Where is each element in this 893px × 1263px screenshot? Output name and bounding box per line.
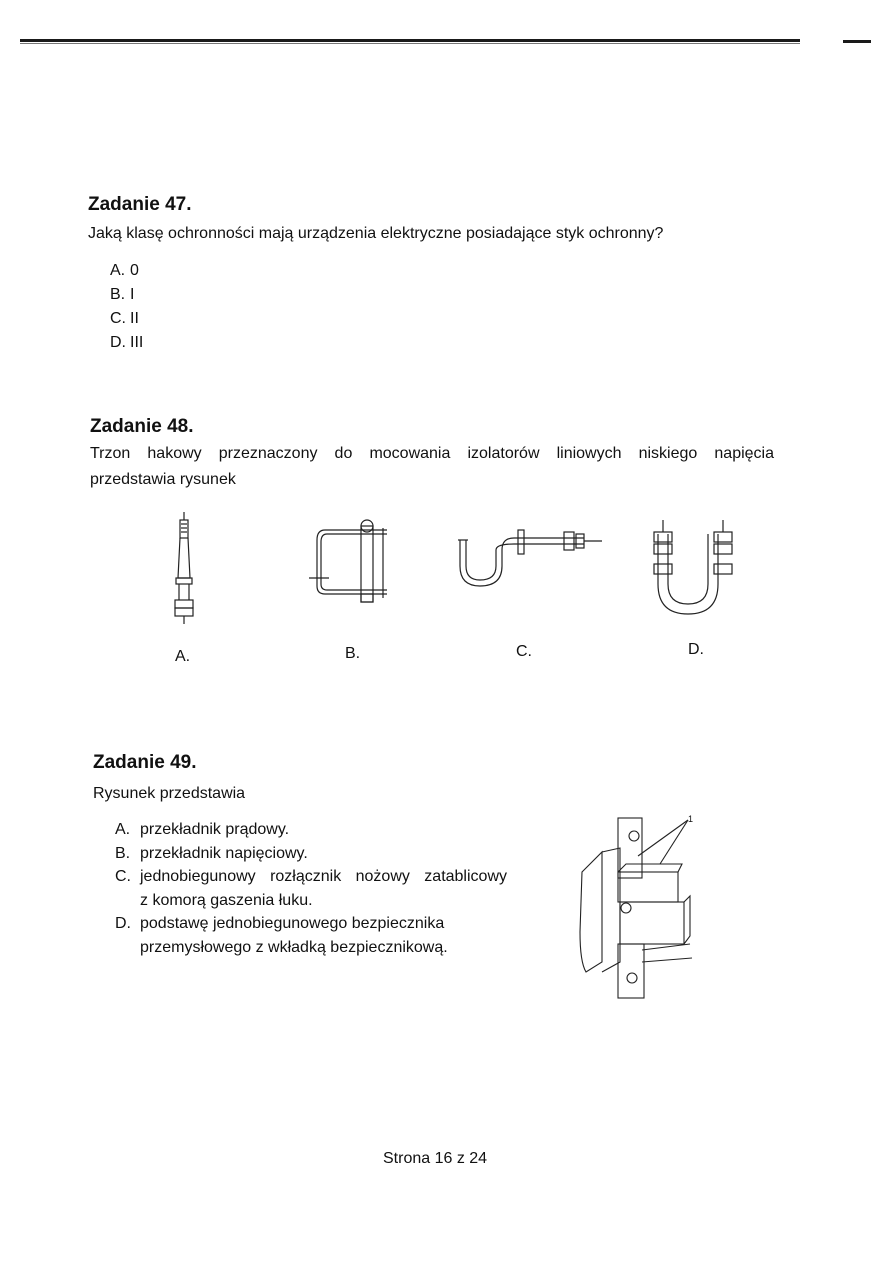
option-letter: D. [110, 334, 126, 351]
option-text: przekładnik prądowy. [140, 821, 290, 838]
option-letter: C. [115, 868, 131, 885]
header-mark [843, 40, 871, 43]
q47-option-a [110, 259, 143, 283]
option-text: przekładnik napięciowy. [140, 845, 308, 862]
q49-option-b [115, 842, 507, 866]
figure-label-c: C. [516, 643, 532, 660]
page-number: Strona 16 z 24 [383, 1150, 488, 1167]
q49-title: Zadanie 49. [93, 752, 197, 773]
q47-option-b [110, 283, 143, 307]
q47-option-d [110, 331, 143, 355]
option-text: III [130, 334, 144, 351]
figure-c-hook [452, 522, 612, 602]
q48-question-line2: przedstawia rysunek [90, 471, 236, 488]
option-text: 0 [130, 262, 139, 279]
q49-question: Rysunek przedstawia [93, 785, 246, 802]
figure-a-straight-pin [160, 512, 210, 632]
figure-label-b: B. [345, 645, 361, 662]
option-text-line2: przemysłowego z wkładką bezpiecznikową. [140, 939, 448, 956]
option-text: I [130, 286, 135, 303]
option-letter: B. [110, 286, 126, 303]
option-text-line1: podstawę jednobiegunowego bezpiecznika [140, 915, 445, 932]
q47-options [110, 259, 143, 355]
option-letter: A. [110, 262, 126, 279]
header-rule-thin [20, 43, 800, 44]
figure-label-d: D. [688, 641, 704, 658]
q47-question: Jaką klasę ochronności mają urządzenia elektryczne posiadające styk ochronny? [88, 225, 664, 242]
option-letter: A. [115, 821, 131, 838]
q49-option-c [115, 865, 507, 913]
option-letter: B. [115, 845, 131, 862]
option-text: II [130, 310, 139, 327]
figure-b-bracket [305, 518, 400, 608]
option-letter: D. [115, 915, 131, 932]
figure-label-a: A. [175, 648, 191, 665]
option-letter: C. [110, 310, 126, 327]
header-rule [20, 39, 800, 42]
q48-title: Zadanie 48. [90, 416, 194, 437]
q47-title: Zadanie 47. [88, 194, 192, 215]
figure-switch-drawing [572, 812, 712, 1008]
option-text-line2: z komorą gaszenia łuku. [140, 892, 313, 909]
figure-d-u-bolt [640, 514, 750, 624]
option-text-line1: jednobiegunowy rozłącznik nożowy zatablicowy [140, 868, 507, 885]
q49-option-d [115, 912, 507, 960]
drawing-callout-label: 1 [688, 814, 694, 824]
q48-question-line1: Trzon hakowy przeznaczony do mocowania izolatorów liniowych niskiego napięcia [90, 445, 774, 462]
q47-option-c [110, 307, 143, 331]
q49-option-a [115, 818, 507, 842]
